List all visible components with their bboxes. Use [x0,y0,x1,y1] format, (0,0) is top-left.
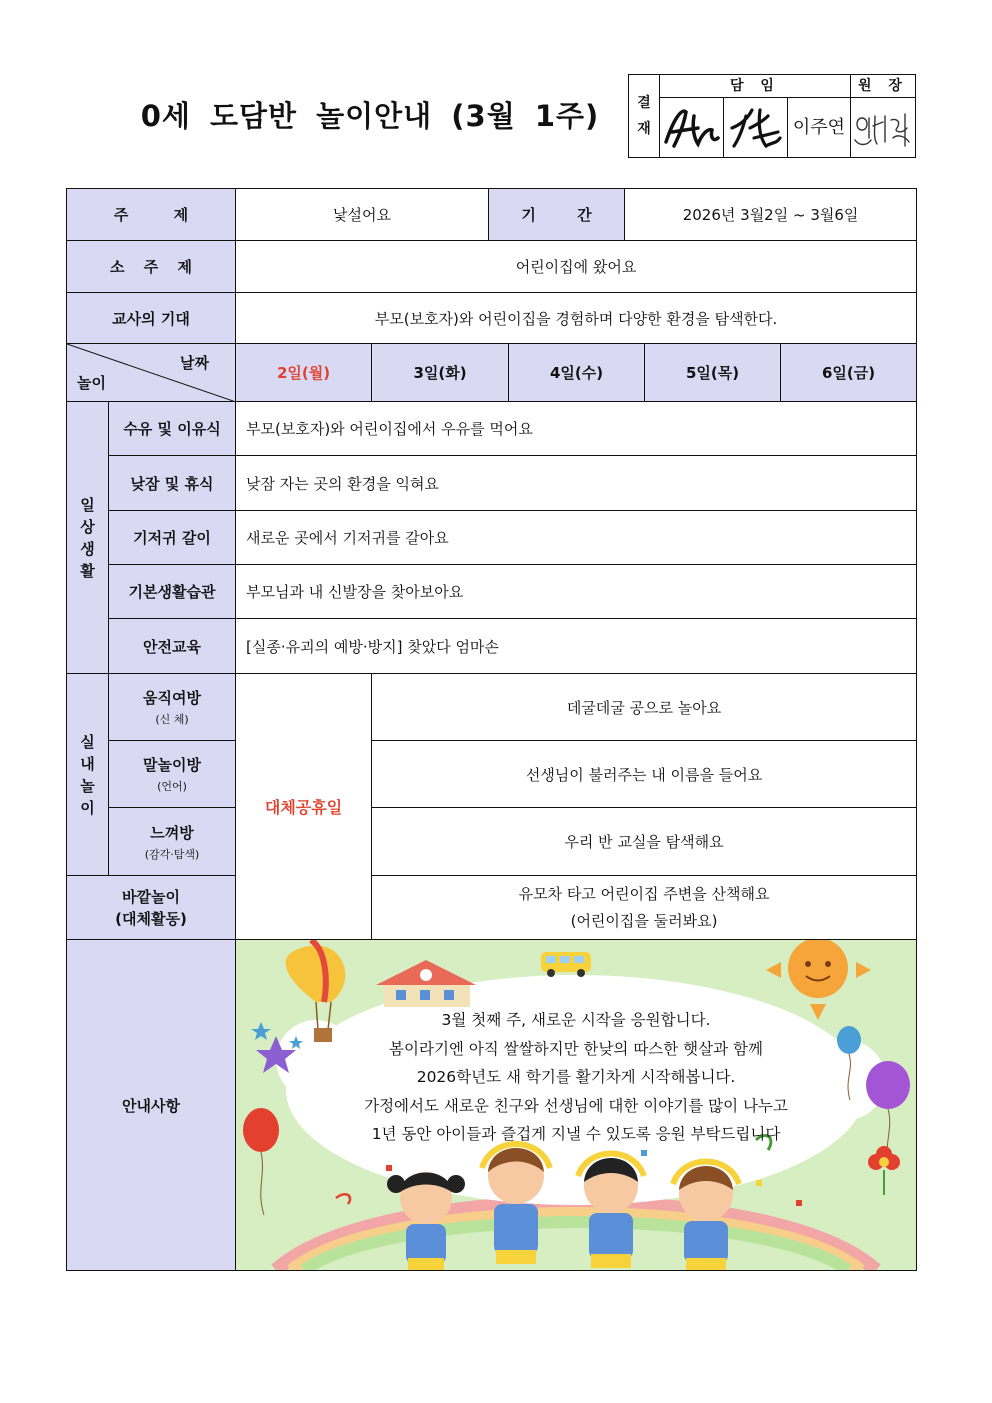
corner-date-label: 날짜 [180,354,210,372]
nap-value: 낮잠 자는 곳의 환경을 익혀요 [236,456,917,511]
approval-box [628,74,916,158]
diaper-value: 새로운 곳에서 기저귀를 갈아요 [236,511,917,565]
weekly-plan-table [66,188,917,1271]
notice-line-5: 1년 동안 아이들과 즐겁게 지낼 수 있도록 응원 부탁드립니다 [371,1125,781,1143]
teacher-name: 이주연 [792,117,846,138]
sensory-room-value: 우리 반 교실을 탐색해요 [372,808,917,876]
period-label: 기 간 [489,189,625,241]
notice-message [286,1006,866,1149]
day-header-mon: 2일(월) [236,344,372,402]
basic-habits-value: 부모님과 내 신발장을 찾아보아요 [236,565,917,619]
outdoor-play-value: 유모차 타고 어린이집 주변을 산책해요 (어린이집을 둘러봐요) [372,876,917,940]
notice-illustration [236,940,916,1270]
subtheme-value: 어린이집에 왔어요 [236,241,917,293]
homeroom-header: 담 임 [660,75,850,98]
sensory-room-label: 느껴방 (감각·탐색) [109,808,236,876]
notice-cell [236,940,917,1271]
safety-label: 안전교육 [109,619,236,674]
subtheme-label: 소 주 제 [67,241,236,293]
notice-line-1: 3월 첫째 주, 새로운 시작을 응원합니다. [441,1011,711,1029]
theme-value: 낯설어요 [236,189,489,241]
movement-room-value: 데굴데굴 공으로 놀아요 [372,674,917,741]
outdoor-play-label: 바깥놀이 (대체활동) [67,876,236,940]
director-signature [851,98,915,157]
teacher-signature-2 [724,98,787,157]
day-header-tue: 3일(화) [372,344,509,402]
nap-label: 낮잠 및 휴식 [109,456,236,511]
notice-label: 안내사항 [67,940,236,1271]
language-room-value: 선생님이 불러주는 내 이름을 들어요 [372,741,917,808]
page-title: 0세 도담반 놀이안내 (3월 1주) [140,99,600,133]
period-value: 2026년 3월2일 ~ 3월6일 [625,189,917,241]
teacher-expectation-label: 교사의 기대 [67,293,236,344]
corner-play-label: 놀이 [77,374,106,392]
notice-line-3: 2026학년도 새 학기를 활기차게 시작해봅니다. [416,1068,736,1086]
day-header-thu: 5일(목) [645,344,781,402]
feeding-label: 수유 및 이유식 [109,402,236,456]
date-play-corner [67,344,236,402]
theme-label: 주 제 [67,189,236,241]
language-room-label: 말놀이방 (언어) [109,741,236,808]
teacher-expectation-value: 부모(보호자)와 어린이집을 경험하며 다양한 환경을 탐색한다. [236,293,917,344]
diaper-label: 기저귀 갈이 [109,511,236,565]
daily-life-group-label: 일 상 생 활 [67,402,109,674]
indoor-play-group-label: 실 내 놀 이 [67,674,109,876]
movement-room-label: 움직여방 (신 체) [109,674,236,741]
basic-habits-label: 기본생활습관 [109,565,236,619]
safety-value: [실종·유괴의 예방·방지] 찾았다 엄마손 [236,619,917,674]
feeding-value: 부모(보호자)와 어린이집에서 우유를 먹어요 [236,402,917,456]
notice-line-2: 봄이라기엔 아직 쌀쌀하지만 한낮의 따스한 햇살과 함께 [389,1039,763,1058]
day-header-fri: 6일(금) [781,344,917,402]
director-header: 원 장 [851,75,915,98]
approval-gyuljae-label: 결 재 [629,75,660,157]
day-header-wed: 4일(수) [509,344,645,402]
teacher-signature-1 [660,98,723,157]
notice-line-4: 가정에서도 새로운 친구와 선생님에 대한 이야기를 많이 나누고 [364,1096,788,1115]
holiday-cell: 대체공휴일 [236,674,372,940]
